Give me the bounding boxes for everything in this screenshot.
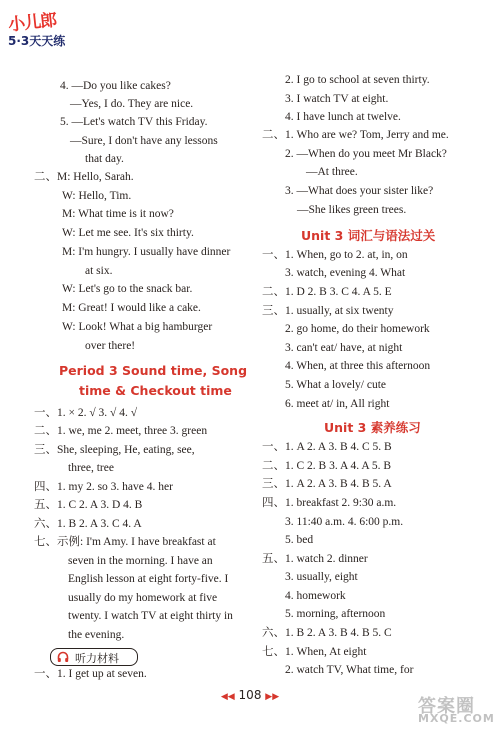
answer-line: at six. [85, 265, 113, 277]
section-title: Unit 3 词汇与语法过关 [301, 228, 436, 243]
answer-line: W: Hello, Tim. [62, 190, 132, 202]
answer-line: 六、1. B 2. A 3. C 4. A [34, 518, 142, 530]
answer-line: 二、1. Who are we? Tom, Jerry and me. [262, 129, 449, 141]
answer-line: 3. can't eat/ have, at night [285, 342, 403, 354]
section-title: Unit 3 素养练习 [324, 420, 421, 435]
answer-line: 一、1. × 2. √ 3. √ 4. √ [34, 407, 138, 419]
answer-line: 四、1. breakfast 2. 9:30 a.m. [262, 497, 397, 509]
logo-text: 小儿郎 [7, 10, 58, 36]
answer-line: over there! [85, 340, 136, 352]
answer-line: the evening. [68, 629, 125, 641]
answer-line: 一、1. A 2. A 3. B 4. C 5. B [262, 441, 392, 453]
logo-subtitle: 5·3天天练 [8, 34, 66, 48]
answer-line: 5. —Let's watch TV this Friday. [60, 116, 208, 128]
answer-line: 二、1. we, me 2. meet, three 3. green [34, 425, 208, 437]
answer-line: 三、1. usually, at six twenty [262, 305, 394, 317]
logo [2, 8, 122, 58]
answer-line: 4. I have lunch at twelve. [285, 111, 401, 123]
answer-line: 一、1. I get up at seven. [34, 668, 147, 680]
section-title: time & Checkout time [79, 383, 232, 398]
watermark [418, 692, 498, 726]
answer-line: 2. go home, do their homework [285, 323, 430, 335]
answer-line: 5. bed [285, 534, 314, 546]
answer-line: 二、M: Hello, Sarah. [34, 171, 134, 183]
answer-line: seven in the morning. I have an [68, 555, 213, 567]
answer-line: 三、1. A 2. A 3. B 4. B 5. A [262, 478, 392, 490]
answer-line: English lesson at eight forty-five. I [68, 573, 229, 585]
answer-line: 5. What a lovely/ cute [285, 379, 387, 391]
answer-line: 3. watch, evening 4. What [285, 267, 406, 279]
answer-line: 3. —What does your sister like? [285, 185, 434, 197]
answer-line: that day. [85, 153, 124, 165]
answer-line: 七、示例: I'm Amy. I have breakfast at [34, 536, 216, 548]
answer-line: twenty. I watch TV at eight thirty in [68, 610, 233, 622]
headphones-icon [57, 651, 69, 663]
answer-line: 3. I watch TV at eight. [285, 93, 389, 105]
answer-line: 一、1. When, go to 2. at, in, on [262, 249, 408, 261]
answer-line: W: Let's go to the snack bar. [62, 283, 193, 295]
answer-line: 六、1. B 2. A 3. B 4. B 5. C [262, 627, 392, 639]
answer-line: 4. homework [285, 590, 346, 602]
answer-line: 6. meet at/ in, All right [285, 398, 390, 410]
answer-line: 七、1. When, At eight [262, 646, 367, 658]
answer-line: 二、1. C 2. B 3. A 4. A 5. B [262, 460, 392, 472]
answer-line: M: I'm hungry. I usually have dinner [62, 246, 231, 258]
answer-line: —Sure, I don't have any lessons [70, 135, 218, 147]
answer-line: usually do my homework at five [68, 592, 218, 604]
answer-line: —She likes green trees. [297, 204, 407, 216]
watermark-url: MXQE.COM [418, 712, 495, 725]
listening-material-badge [50, 648, 138, 666]
prev-arrows-icon: ◀◀ [220, 692, 235, 702]
answer-line: 5. morning, afternoon [285, 608, 386, 620]
answer-line: 3. 11:40 a.m. 4. 6:00 p.m. [285, 516, 404, 528]
answer-line: 2. —When do you meet Mr Black? [285, 148, 447, 160]
answer-line: three, tree [68, 462, 114, 474]
answer-line: 2. I go to school at seven thirty. [285, 74, 430, 86]
answer-line: 2. watch TV, What time, for [285, 664, 414, 676]
listening-material-label: 听力材料 [75, 652, 119, 665]
answer-line: —Yes, I do. They are nice. [70, 98, 194, 110]
answer-line: 五、1. watch 2. dinner [262, 553, 368, 565]
watermark-text: 答案圈 [418, 696, 475, 717]
answer-line: M: What time is it now? [62, 208, 174, 220]
answer-line: 四、1. my 2. so 3. have 4. her [34, 481, 173, 493]
answer-line: W: Look! What a big hamburger [62, 321, 213, 333]
answer-line: 4. When, at three this afternoon [285, 360, 431, 372]
answer-line: W: Let me see. It's six thirty. [62, 227, 194, 239]
answer-line: 3. usually, eight [285, 571, 358, 583]
answer-line: 4. —Do you like cakes? [60, 80, 171, 92]
page-number: 108 [238, 688, 262, 702]
answer-line: —At three. [306, 166, 358, 178]
answer-line: 五、1. C 2. A 3. D 4. B [34, 499, 143, 511]
answer-line: M: Great! I would like a cake. [62, 302, 201, 314]
answer-line: 三、She, sleeping, He, eating, see, [34, 444, 195, 456]
answer-line: 二、1. D 2. B 3. C 4. A 5. E [262, 286, 392, 298]
section-title: Period 3 Sound time, Song [59, 363, 248, 378]
next-arrows-icon: ▶▶ [265, 692, 280, 702]
